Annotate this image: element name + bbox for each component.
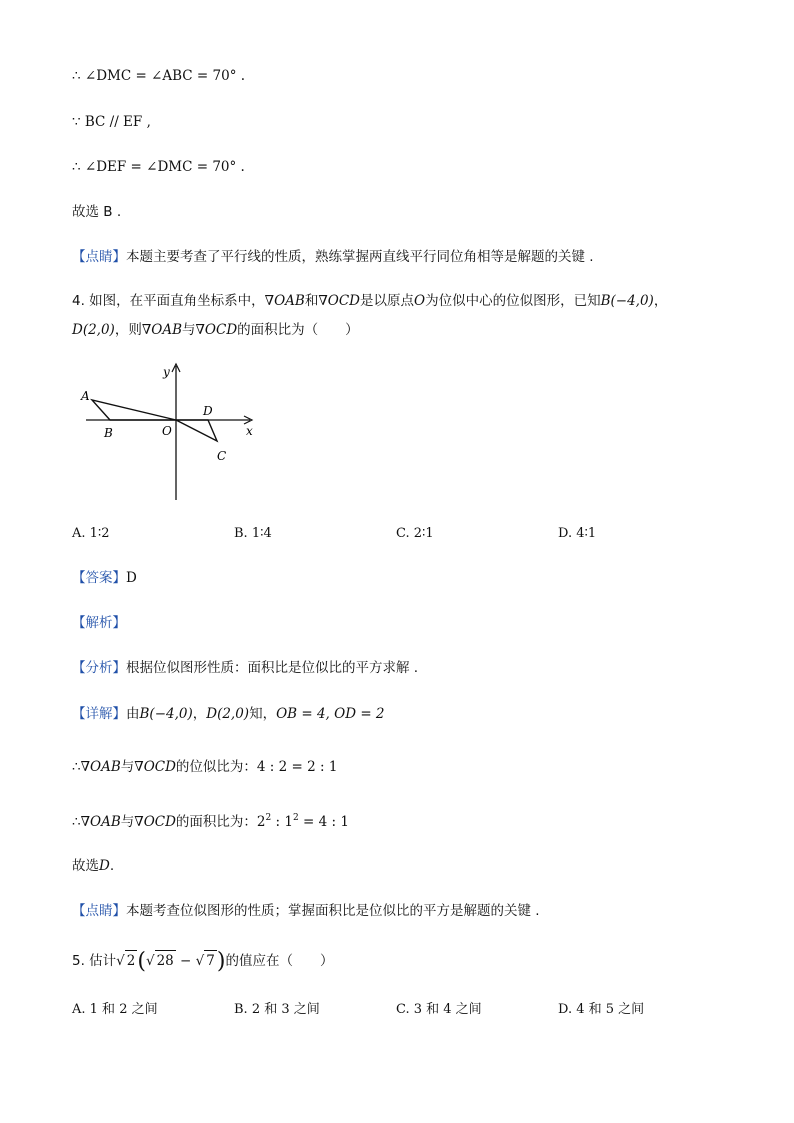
q4-stem-part: 是以原点: [360, 293, 414, 309]
q4-stem-line1: [72, 291, 667, 311]
detail-part: 由: [126, 706, 140, 722]
label-b: B: [104, 426, 113, 440]
choose-text: 故选: [72, 858, 99, 874]
q5-option-b[interactable]: B. 2 和 3 之间: [234, 1002, 320, 1017]
label-y: y: [163, 365, 170, 379]
q4-stem-part: ，则: [114, 322, 142, 338]
fenxi-tag: 【分析】: [72, 660, 126, 676]
q4-stem-part: 和: [304, 293, 319, 309]
choose-value: D: [99, 858, 110, 874]
q5-stem-part: 的值应在（ ）: [225, 953, 334, 969]
q4-stem-line2: [72, 320, 359, 340]
detail-part: 知，: [249, 706, 277, 722]
triangle-ocd: ∇OCD: [134, 759, 176, 775]
choose-period: .: [109, 858, 115, 874]
sqrt-7: √ 7: [196, 953, 217, 969]
q4-stem-part: 的面积比为（ ）: [237, 322, 359, 338]
triangle-ocd: ∇OCD: [318, 293, 360, 309]
q4-stem-part: 与: [182, 322, 196, 338]
radicand-28: 28: [155, 950, 176, 971]
left-paren: (: [137, 949, 146, 974]
area-result: = 4 : 1: [298, 814, 349, 830]
detail-line: [72, 704, 385, 724]
therefore-symbol: ∴: [72, 814, 81, 830]
answer-line: [72, 568, 137, 588]
triangle-oab: ∇OAB: [141, 322, 182, 338]
comment-tag: 【点睛】: [72, 249, 126, 265]
answer-value: D: [126, 570, 137, 586]
q5-stem: [72, 950, 333, 972]
proof-line-1: ∴ ∠DMC = ∠ABC = 70° .: [72, 68, 246, 84]
radicand-2: 2: [125, 950, 138, 971]
label-o: O: [162, 424, 172, 438]
exponent: 2: [292, 813, 299, 823]
origin-label: O: [414, 293, 426, 309]
minus-sign: −: [175, 953, 196, 969]
sqrt-28: √ 28: [146, 953, 176, 969]
ratio-equation: 4 : 2 = 2 : 1: [256, 759, 338, 775]
ratio-part: 与: [120, 759, 135, 775]
q4-option-c[interactable]: C. 2∶1: [396, 526, 434, 541]
proof-line-3: ∴ ∠DEF = ∠DMC = 70° .: [72, 159, 245, 175]
fenxi-text: 根据位似图形性质：面积比是位似比的平方求解 .: [126, 660, 419, 676]
right-paren: ): [216, 949, 226, 974]
area-part: 与: [120, 814, 135, 830]
label-a: A: [81, 389, 90, 403]
q5-stem-part: 5. 估计: [72, 953, 117, 969]
area-equation: [257, 814, 349, 830]
area-base: : 1: [271, 814, 293, 830]
fenxi-line: [72, 658, 418, 678]
comment-text: 本题考查位似图形的性质；掌握面积比是位似比的平方是解题的关键 .: [126, 903, 540, 919]
q5-option-c[interactable]: C. 3 和 4 之间: [396, 1002, 482, 1017]
comment-q4: [72, 901, 540, 921]
comment-prev: [72, 247, 594, 267]
q5-option-d[interactable]: D. 4 和 5 之间: [558, 1002, 645, 1017]
area-base: 2: [256, 814, 266, 830]
detail-equation: OB = 4, OD = 2: [276, 706, 385, 722]
point-b-coord: B(−4,0): [600, 293, 654, 309]
triangle-oab: ∇OAB: [80, 759, 121, 775]
comment-tag: 【点睛】: [72, 903, 126, 919]
therefore-symbol: ∴: [72, 759, 81, 775]
area-part: 的面积比为：: [175, 814, 257, 830]
proof-line-2: ∵ BC // EF ,: [72, 114, 151, 130]
triangle-oab: ∇OAB: [80, 814, 121, 830]
triangle-ocd-shape: [176, 420, 217, 441]
exponent: 2: [265, 813, 272, 823]
q5-option-a[interactable]: A. 1 和 2 之间: [72, 1002, 158, 1017]
sqrt-2: √ 2: [116, 953, 137, 969]
triangle-oab-shape: [92, 400, 176, 420]
q4-stem-part: 4. 如图，在平面直角坐标系中，: [72, 293, 265, 309]
point-d-coord: D(2,0): [206, 706, 250, 722]
detail-part: ，: [192, 706, 207, 722]
q4-option-a[interactable]: A. 1∶2: [72, 526, 110, 541]
choose-line-prev: 故选 B .: [72, 204, 122, 220]
radicand-7: 7: [204, 950, 217, 971]
ratio-part: 的位似比为：: [175, 759, 257, 775]
label-c: C: [217, 449, 227, 463]
triangle-ocd: ∇OCD: [134, 814, 176, 830]
answer-tag: 【答案】: [72, 570, 126, 586]
analysis-tag: 【解析】: [72, 615, 126, 631]
q4-option-d[interactable]: D. 4∶1: [558, 526, 597, 541]
triangle-ocd: ∇OCD: [195, 322, 238, 338]
q4-option-b[interactable]: B. 1∶4: [234, 526, 272, 541]
ratio-line: [72, 757, 337, 777]
point-d-coord: D(2,0): [72, 322, 115, 338]
coordinate-figure: [78, 360, 268, 510]
q4-stem-part: ，: [653, 293, 668, 309]
label-x: x: [246, 424, 253, 438]
q4-stem-part: 为位似中心的位似图形，已知: [425, 293, 601, 309]
analysis-line: [72, 613, 126, 633]
area-line: [72, 808, 349, 832]
choose-line: [72, 856, 114, 876]
point-b-coord: B(−4,0): [139, 706, 193, 722]
comment-text: 本题主要考查了平行线的性质，熟练掌握两直线平行同位角相等是解题的关键 .: [126, 249, 594, 265]
triangle-oab: ∇OAB: [264, 293, 305, 309]
detail-tag: 【详解】: [72, 706, 126, 722]
label-d: D: [203, 404, 213, 418]
